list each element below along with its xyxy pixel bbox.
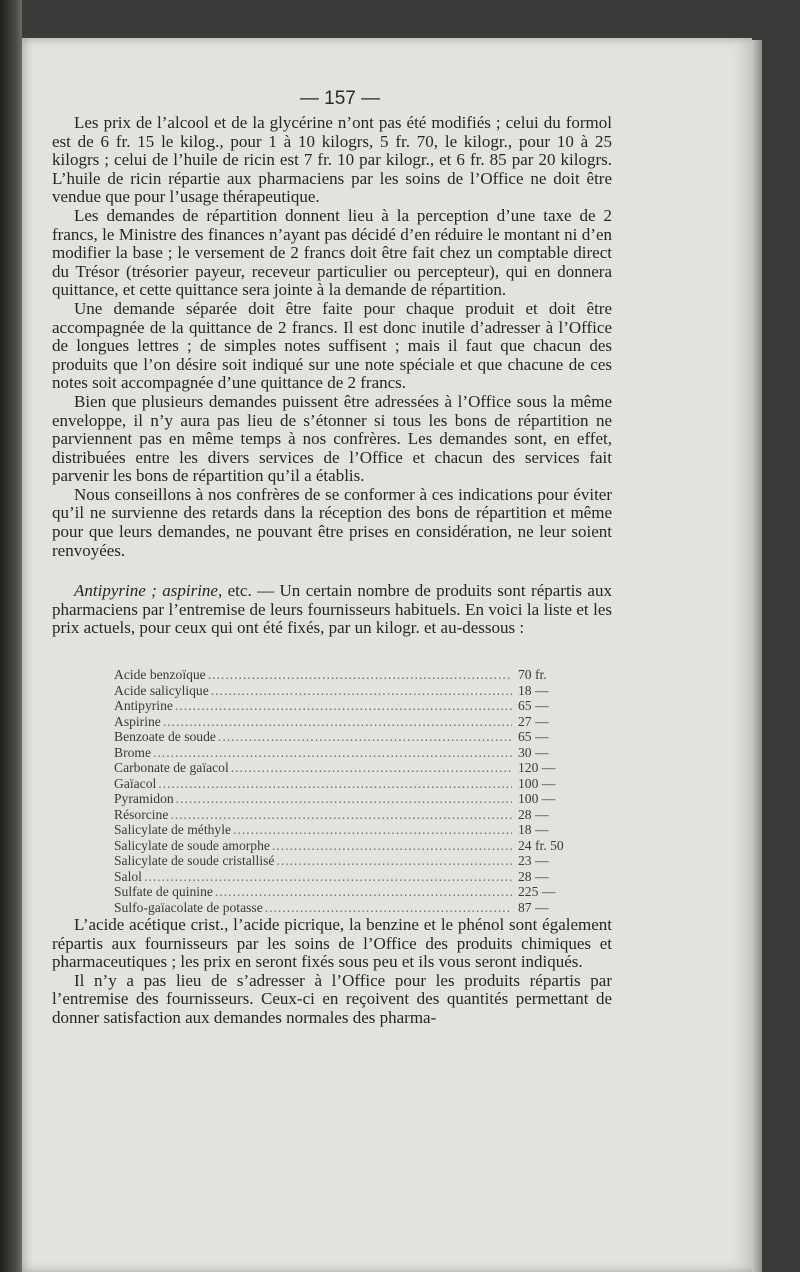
table-row xyxy=(114,869,594,885)
table-row xyxy=(114,791,594,807)
leader-dots xyxy=(175,698,512,714)
section-lead: Antipyrine ; aspirine, xyxy=(74,581,223,600)
page-number: — 157 — xyxy=(299,88,381,109)
leader-dots xyxy=(208,667,512,683)
table-row xyxy=(114,745,594,761)
product-price: 100 — xyxy=(518,775,556,791)
product-name: Résorcine xyxy=(114,806,169,822)
paragraph xyxy=(52,582,612,638)
product-name: Brome xyxy=(114,744,151,760)
paragraph: Les prix de l’alcool et de la glycérine n’ont pas été modifiés ; celui du formol est de 6 fr. 15 le kilog., pour 1 à 10 kilogrs, 5 fr. 70, le kilogr., pour 10 à 25 kilogrs ; celui de l’huile de ricin est 7 fr. 10 par kilogr., et 6 fr. 85 par 20 kilogrs. L’huile de ricin répartie aux pharmaciens par les soins de l’Office ne doit être vendue que pour l’usage thérapeutique. xyxy=(52,113,612,207)
product-price: 18 — xyxy=(518,682,549,698)
product-name: Gaïacol xyxy=(114,775,157,791)
product-price: 28 — xyxy=(518,868,549,884)
table-row xyxy=(114,853,594,869)
table-row xyxy=(114,714,594,730)
table-row xyxy=(114,760,594,776)
product-price: 87 — xyxy=(518,899,549,915)
product-name: Salol xyxy=(114,868,142,884)
product-price: 23 — xyxy=(518,853,549,868)
leader-dots xyxy=(176,791,512,807)
paragraph: Nous conseillons à nos confrères de se conformer à ces indications pour éviter qu’il ne survienne des retards dans la réception des bons de répartition et même pour que leurs demandes, ne pouvant être prises en considération, ne leur soient renvoyées. xyxy=(52,484,612,560)
product-price: 65 — xyxy=(518,729,549,744)
product-name: Sulfate de quinine xyxy=(114,884,213,899)
table-row xyxy=(114,698,594,714)
product-name: Aspirine xyxy=(114,713,161,729)
leader-dots xyxy=(218,729,512,745)
table-row xyxy=(114,667,594,683)
table-row xyxy=(114,729,594,745)
product-name: Acide benzoïque xyxy=(114,667,206,682)
product-price: 70 fr. xyxy=(518,667,547,682)
product-price: 100 — xyxy=(518,791,556,806)
product-price: 27 — xyxy=(518,713,549,729)
product-name: Sulfo-gaïacolate de potasse xyxy=(114,899,263,915)
product-name: Salicylate de méthyle xyxy=(114,822,232,837)
product-name: Antipyrine xyxy=(114,698,173,713)
product-name: Acide salicylique xyxy=(114,682,209,698)
product-price: 225 — xyxy=(518,884,556,899)
product-name: Pyramidon xyxy=(114,791,174,806)
product-name: Carbonate de gaïacol xyxy=(114,760,229,775)
leader-dots xyxy=(231,760,512,776)
table-row xyxy=(114,884,594,900)
table-row xyxy=(114,807,594,823)
product-name: Salicylate de soude amorphe xyxy=(114,837,270,853)
leader-dots xyxy=(153,745,512,761)
product-price: 65 — xyxy=(518,698,549,713)
intro-text xyxy=(52,114,612,560)
table-row xyxy=(114,776,594,792)
leader-dots xyxy=(163,714,512,730)
leader-dots xyxy=(272,838,512,854)
product-price: 120 — xyxy=(518,760,556,775)
paragraph: L’acide acétique crist., l’acide picrique, la benzine et le phénol sont également répartis aux fournisseurs par les soins de l’Office des produits chimiques et pharmaceutiques ; les prix en seront fixés sous peu et ils vous seront indiqués. xyxy=(52,915,612,972)
paragraph: Bien que plusieurs demandes puissent être adressées à l’Office sous la même enveloppe, il n’y aura pas lieu de s’étonner si tous les bons de répartition ne parviennent pas en même temps à nos confrères. Les demandes sont, en effet, distribuées entre les divers services de l’Office et chacun des services fait parvenir les bons de répartition qu’il a établis. xyxy=(52,391,612,486)
leader-dots xyxy=(233,822,512,838)
price-table xyxy=(114,667,594,915)
product-name: Benzoate de soude xyxy=(114,729,216,744)
section-text: etc. — Un certain nombre de produits sont répartis aux pharmaciens par l’entremise de leurs fournisseurs habituels. En voici la liste et les prix actuels, pour ceux qui ont été fixés, par un kilogr. et au-dessous : xyxy=(52,581,612,638)
product-price: 28 — xyxy=(518,806,549,822)
product-price: 30 — xyxy=(518,744,549,760)
leader-dots xyxy=(215,884,512,900)
leader-dots xyxy=(158,776,512,792)
leader-dots xyxy=(144,869,512,885)
product-name: Salicylate de soude cristallisé xyxy=(114,853,275,868)
table-row xyxy=(114,822,594,838)
leader-dots xyxy=(265,900,512,916)
paragraph: Les demandes de répartition donnent lieu à la perception d’une taxe de 2 francs, le Ministre des finances n’ayant pas décidé d’en réduire le montant ni d’en modifier la base ; le versement de 2 francs doit être fait chez un comptable direct du Trésor (trésorier payeur, receveur particulier ou percepteur), qui en donnera quittance, et cette quittance sera jointe à la demande de répartition. xyxy=(52,205,612,300)
table-row xyxy=(114,683,594,699)
product-price: 24 fr. 50 xyxy=(518,837,564,853)
leader-dots xyxy=(276,853,512,869)
paragraph: Une demande séparée doit être faite pour chaque produit et doit être accompagnée de la quittance de 2 francs. Il est donc inutile d’adresser à l’Office de longues lettres ; de simples notes suffisent ; mais il faut que chacun des produits que l’on désire soit indiqué sur une note spéciale et que chacune de ces notes soit accompagnée d’une quittance de 2 francs. xyxy=(52,298,612,393)
leader-dots xyxy=(170,807,512,823)
table-row xyxy=(114,838,594,854)
antipyrine-section xyxy=(52,582,612,638)
closing-text xyxy=(52,916,612,1028)
paragraph: Il n’y a pas lieu de s’adresser à l’Office pour les produits répartis par l’entremise des fournisseurs. Ceux-ci en reçoivent des quantités permettant de donner satisfaction aux demandes normales des pharma- xyxy=(52,970,612,1027)
book-binding-edge xyxy=(0,0,22,1272)
table-row xyxy=(114,900,594,916)
product-price: 18 — xyxy=(518,822,549,837)
leader-dots xyxy=(211,683,512,699)
